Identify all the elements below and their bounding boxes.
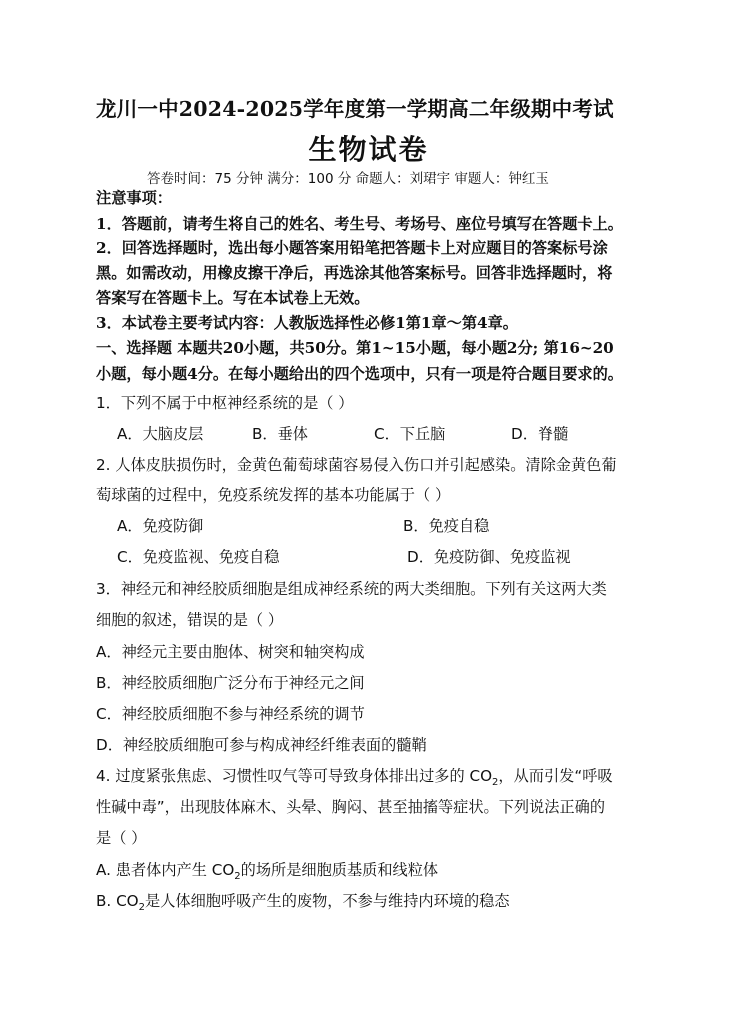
exam-info: 答卷时间：75 分钟 满分：100 分 命题人：刘珺宇 审题人：钟红玉 xyxy=(147,171,549,187)
subject-title: 生物试卷 xyxy=(308,133,429,166)
question-4-option-a xyxy=(96,860,438,887)
notice-heading: 注意事项： xyxy=(96,189,172,207)
notice-item-1: 1．答题前，请考生将自己的姓名、考生号、考场号、座位号填写在答题卡上。 xyxy=(96,215,623,233)
question-4-stem-line-3: 是（ ） xyxy=(96,829,147,847)
question-3-stem-line-1: 3．神经元和神经胶质细胞是组成神经系统的两大类细胞。下列有关这两大类 xyxy=(96,580,607,598)
question-2-option-a: A．免疫防御 xyxy=(117,517,204,535)
question-2-option-d: D．免疫防御、免疫监视 xyxy=(407,548,571,566)
question-1-option-c: C．下丘脑 xyxy=(374,425,446,443)
q4-option-b-text-b: 是人体细胞呼吸产生的废物，不参与维持内环境的稳态 xyxy=(145,892,510,910)
question-4-option-b xyxy=(96,891,510,918)
question-2-stem-line-1: 2. 人体皮肤损伤时，金黄色葡萄球菌容易侵入伤口并引起感染。清除金黄色葡 xyxy=(96,456,617,474)
question-2-option-b: B．免疫自稳 xyxy=(403,517,490,535)
q4-stem-text-b: ，从而引发“呼吸 xyxy=(498,767,613,785)
notice-item-3: 3．本试卷主要考试内容：人教版选择性必修1第1章～第4章。 xyxy=(96,314,518,332)
co2-subscript: 2 xyxy=(492,777,499,789)
question-3-stem-line-2: 细胞的叙述，错误的是（ ） xyxy=(96,611,284,629)
question-3-option-c: C．神经胶质细胞不参与神经系统的调节 xyxy=(96,705,365,723)
question-1-option-a: A．大脑皮层 xyxy=(117,425,204,443)
q4-option-b-text-a: B. CO xyxy=(96,892,139,910)
question-2-option-c: C．免疫监视、免疫自稳 xyxy=(117,548,280,566)
school-exam-title: 龙川一中2024-2025学年度第一学期高二年级期中考试 xyxy=(96,97,614,121)
question-3-option-a: A．神经元主要由胞体、树突和轴突构成 xyxy=(96,643,365,661)
notice-item-2-line-2: 黑。如需改动，用橡皮擦干净后，再选涂其他答案标号。回答非选择题时，将 xyxy=(96,264,613,282)
notice-item-2-line-1: 2．回答选择题时，选出每小题答案用铅笔把答题卡上对应题目的答案标号涂 xyxy=(96,239,608,257)
co2-subscript: 2 xyxy=(234,871,241,883)
question-2-stem-line-2: 萄球菌的过程中，免疫系统发挥的基本功能属于（ ） xyxy=(96,486,451,504)
section-heading-line-2: 小题，每小题4分。在每小题给出的四个选项中，只有一项是符合题目要求的。 xyxy=(96,365,623,383)
q4-stem-text-a: 4. 过度紧张焦虑、习惯性叹气等可导致身体排出过多的 CO xyxy=(96,767,493,785)
question-3-option-d: D．神经胶质细胞可参与构成神经纤维表面的髓鞘 xyxy=(96,736,427,754)
question-1-stem: 1．下列不属于中枢神经系统的是（ ） xyxy=(96,394,354,412)
question-3-option-b: B．神经胶质细胞广泛分布于神经元之间 xyxy=(96,674,365,692)
question-1-option-b: B．垂体 xyxy=(252,425,308,443)
co2-subscript: 2 xyxy=(138,902,146,914)
notice-item-2-line-3: 答案写在答题卡上。写在本试卷上无效。 xyxy=(96,289,370,307)
q4-option-a-text-a: A. 患者体内产生 CO xyxy=(96,861,235,879)
question-4-stem-line-2: 性碱中毒”，出现肢体麻木、头晕、胸闷、甚至抽搐等症状。下列说法正确的 xyxy=(96,798,606,816)
q4-option-a-text-b: 的场所是细胞质基质和线粒体 xyxy=(240,861,439,879)
section-heading-line-1: 一、选择题 本题共20小题，共50分。第1~15小题，每小题2分; 第16~20 xyxy=(96,339,614,357)
question-4-stem-line-1 xyxy=(96,766,613,793)
question-1-option-d: D．脊髓 xyxy=(511,425,569,443)
